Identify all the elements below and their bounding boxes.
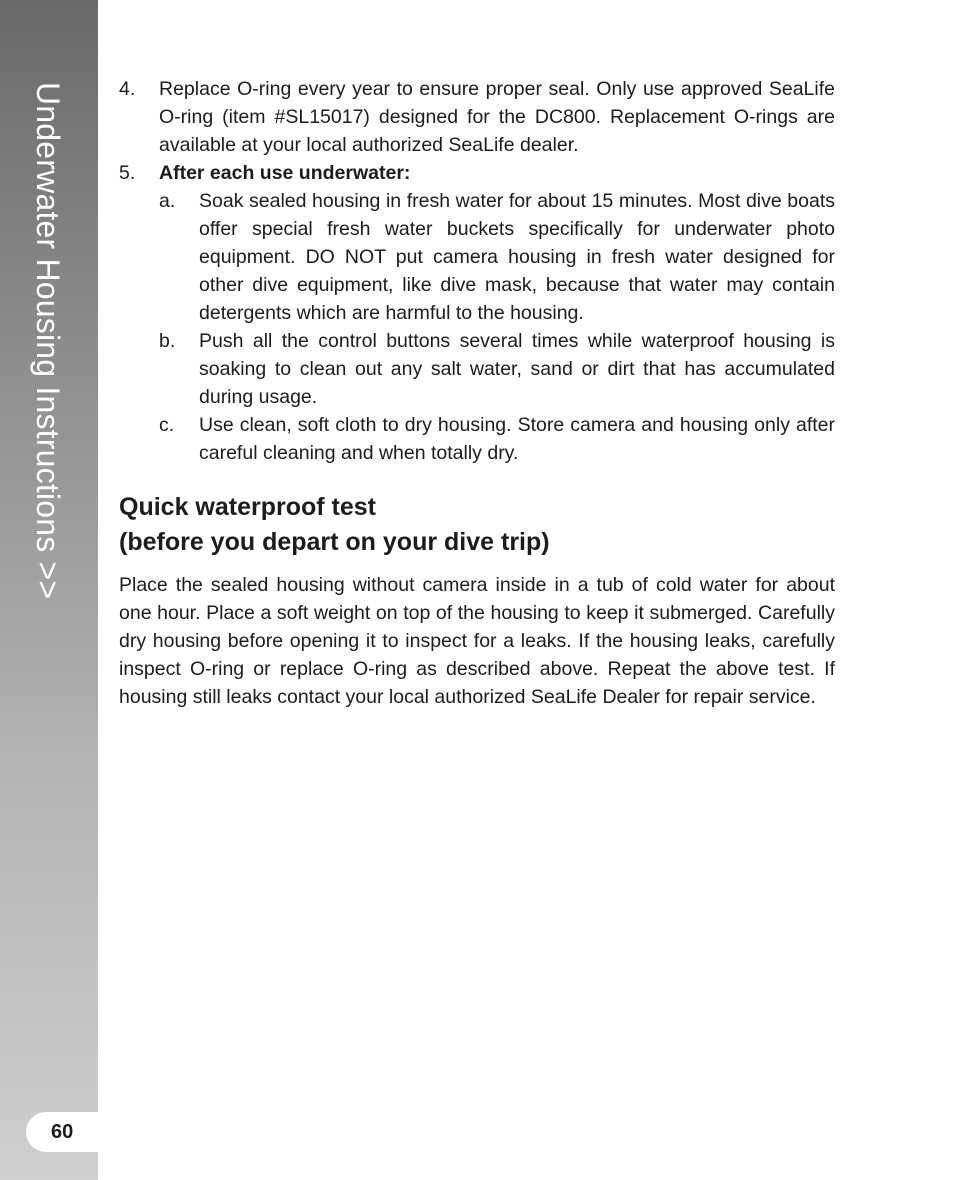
sub-item-letter: b. (159, 330, 176, 352)
list-item-heading: After each use underwater: (159, 162, 411, 184)
page-content (119, 75, 835, 711)
list-number: 4. (119, 78, 136, 100)
section-heading (119, 490, 835, 560)
list-item-4 (119, 75, 835, 159)
section-heading-line2: (before you depart on your dive trip) (119, 528, 550, 556)
sub-item-text: Soak sealed housing in fresh water for about 15 minutes. Most dive boats offer special fresh water buckets specifically for underwater photo equipment. DO NOT put camera housing in fresh water designed for other dive equipment, like dive mask, because that water may contain detergents which are harmful to the housing. (199, 190, 835, 324)
list-number: 5. (119, 162, 136, 184)
sub-item-b (159, 327, 835, 411)
sub-item-letter: a. (159, 190, 176, 212)
sidebar (0, 0, 98, 1180)
sub-item-text: Use clean, soft cloth to dry housing. Store camera and housing only after careful cleaning and when totally dry. (199, 414, 835, 464)
sub-item-c (159, 411, 835, 467)
sub-item-letter: c. (159, 414, 175, 436)
sub-item-a (159, 187, 835, 327)
page-number: 60 (26, 1112, 98, 1152)
list-item-text: Replace O-ring every year to ensure proper seal. Only use approved SeaLife O-ring (item #SL15017) designed for the DC800. Replacement O-rings are available at your local authorized SeaLife dealer. (159, 78, 835, 156)
section-body: Place the sealed housing without camera inside in a tub of cold water for about one hour. Place a soft weight on top of the housing to keep it submerged. Carefully dry housing before opening it to inspect for a leaks. If the housing leaks, carefully inspect O-ring or replace O-ring as described above. Repeat the above test. If housing still leaks contact your local authorized SeaLife Dealer for repair service. (119, 574, 835, 708)
section-title-vertical: Underwater Housing Instructions >> (30, 82, 66, 600)
list-item-5 (119, 159, 835, 467)
sub-item-text: Push all the control buttons several times while waterproof housing is soaking to clean out any salt water, sand or dirt that has accumulated during usage. (199, 330, 835, 408)
section-heading-line1: Quick waterproof test (119, 493, 376, 521)
